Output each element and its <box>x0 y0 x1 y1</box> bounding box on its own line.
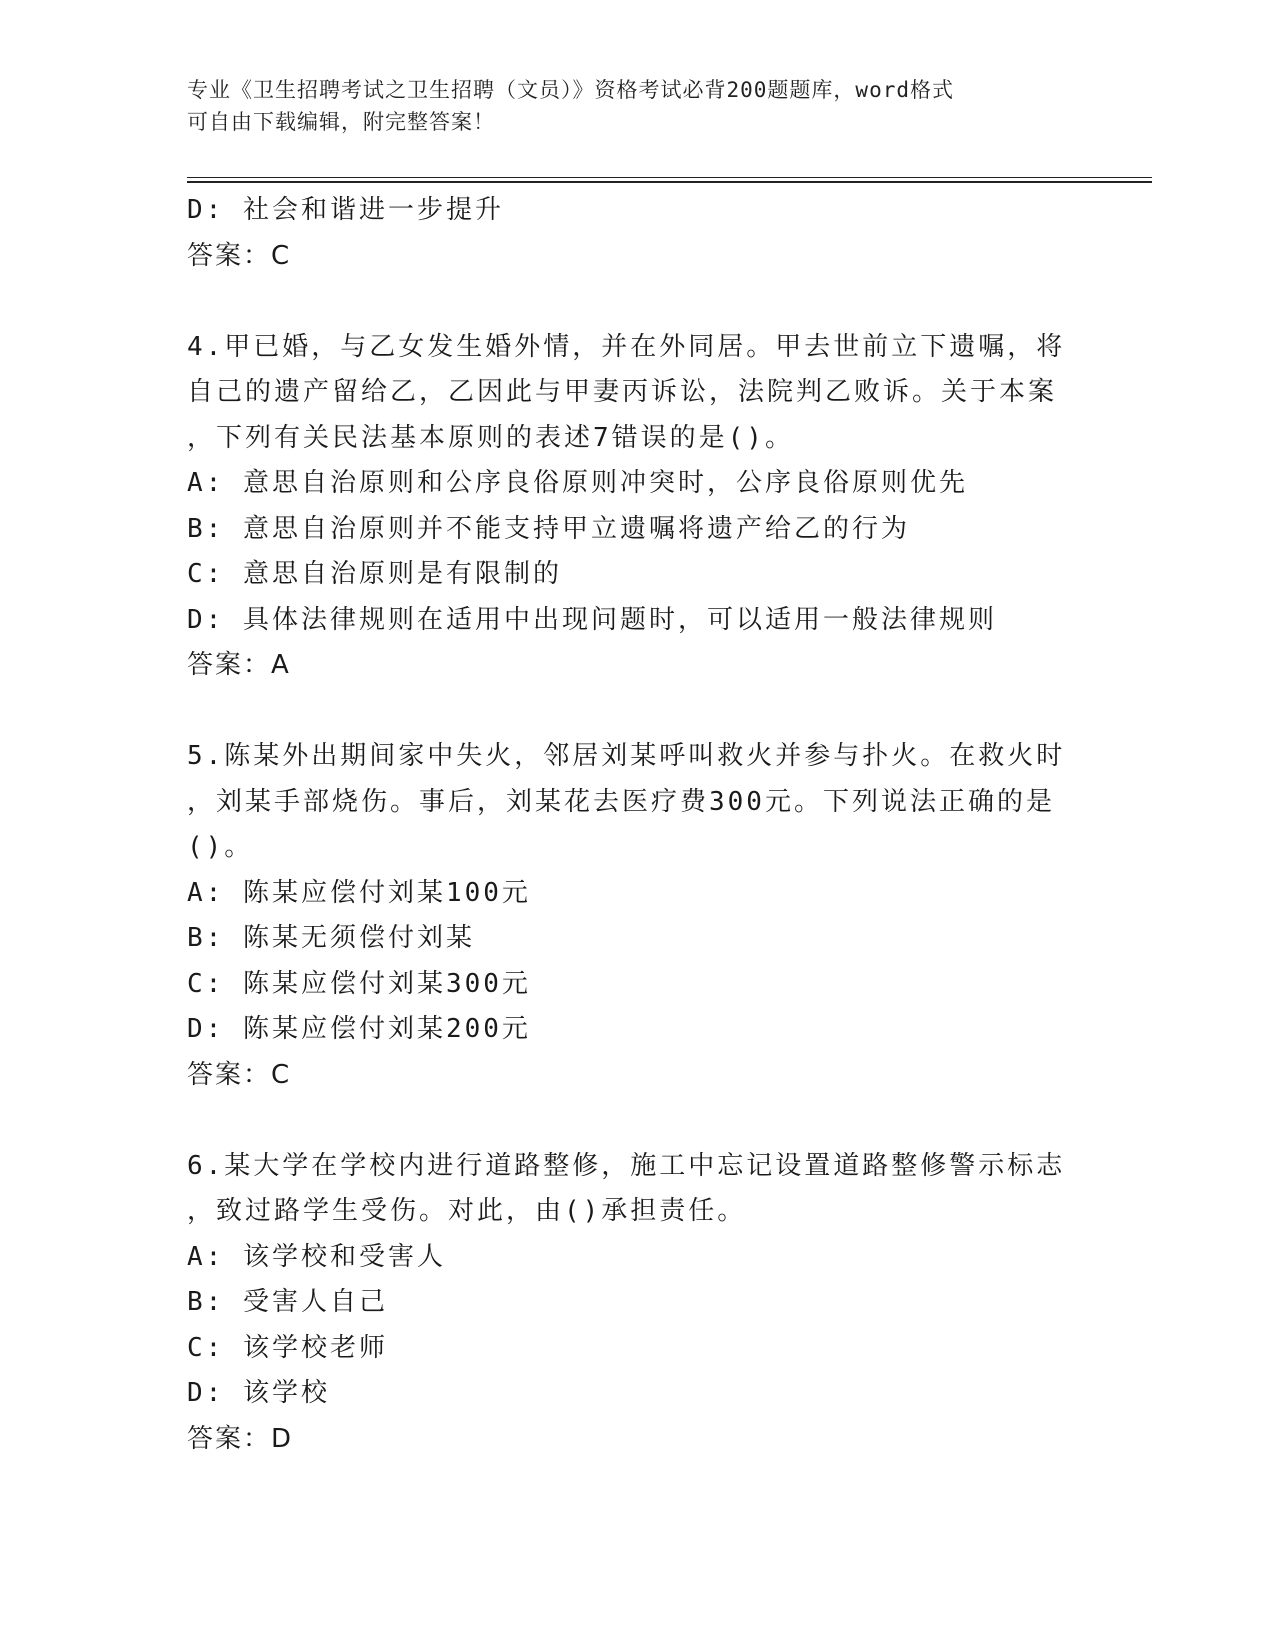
answer-line: 答案：A <box>187 650 291 680</box>
option-a: A: 该学校和受害人 <box>187 1241 446 1272</box>
option-d: D: 该学校 <box>187 1378 330 1408</box>
question-stem-line: 6.某大学在学校内进行道路整修，施工中忘记设置道路整修警示标志 <box>187 1150 1066 1181</box>
question-stem-line: ，致过路学生受伤。对此，由()承担责任。 <box>187 1196 747 1226</box>
question-stem-line: 自己的遗产留给乙，乙因此与甲妻丙诉讼，法院判乙败诉。关于本案 <box>187 377 1058 407</box>
question-content <box>187 188 1087 1462</box>
option-c: C: 陈某应偿付刘某300元 <box>187 968 531 999</box>
question-5 <box>187 734 1087 1098</box>
page-header <box>187 74 1067 138</box>
question-stem-line: ，下列有关民法基本原则的表述7错误的是()。 <box>187 422 794 453</box>
answer-line: 答案：C <box>187 240 292 271</box>
spacer <box>187 279 1087 325</box>
option-c: C: 该学校老师 <box>187 1332 388 1363</box>
answer-line: 答案：C <box>187 1059 292 1090</box>
question-stem-line: ()。 <box>187 832 254 862</box>
question-4 <box>187 325 1087 689</box>
header-title-line-1: 专业《卫生招聘考试之卫生招聘（文员）》资格考试必背200题题库，word格式 <box>187 78 954 102</box>
spacer <box>187 689 1087 735</box>
answer-line: 答案：D <box>187 1423 294 1454</box>
question-6 <box>187 1144 1087 1463</box>
option-c: C: 意思自治原则是有限制的 <box>187 559 562 589</box>
option-a: A: 意思自治原则和公序良俗原则冲突时，公序良俗原则优先 <box>187 468 968 498</box>
option-d: D: 具体法律规则在适用中出现问题时，可以适用一般法律规则 <box>187 604 997 635</box>
question-stem-line: 5.陈某外出期间家中失火，邻居刘某呼叫救火并参与扑火。在救火时 <box>187 741 1066 771</box>
question-stem-line: 4.甲已婚，与乙女发生婚外情，并在外同居。甲去世前立下遗嘱，将 <box>187 331 1066 362</box>
header-divider-thin <box>187 177 1152 178</box>
option-b: B: 受害人自己 <box>187 1287 388 1317</box>
question-3-tail <box>187 188 1087 279</box>
option-d: D: 陈某应偿付刘某200元 <box>187 1014 531 1044</box>
question-stem-line: ，刘某手部烧伤。事后，刘某花去医疗费300元。下列说法正确的是 <box>187 786 1055 817</box>
option-d: D: 社会和谐进一步提升 <box>187 195 504 225</box>
spacer <box>187 1098 1087 1144</box>
option-a: A: 陈某应偿付刘某100元 <box>187 877 531 908</box>
header-title-line-2: 可自由下载编辑，附完整答案！ <box>187 110 495 134</box>
header-divider-thick <box>187 181 1152 183</box>
option-b: B: 意思自治原则并不能支持甲立遗嘱将遗产给乙的行为 <box>187 513 910 544</box>
option-b: B: 陈某无须偿付刘某 <box>187 923 475 953</box>
